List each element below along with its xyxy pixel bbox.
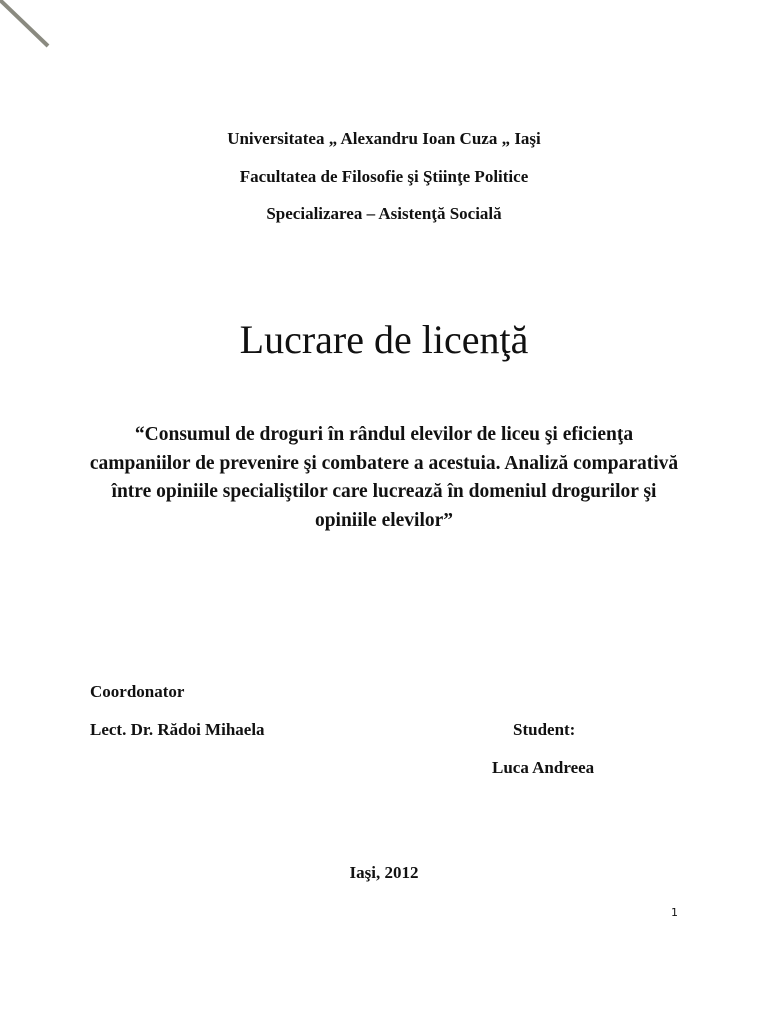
- student-label: Student:: [513, 720, 576, 739]
- page-number: 1: [671, 906, 678, 919]
- coordinator-name: Lect. Dr. Rădoi Mihaela: [90, 720, 265, 739]
- faculty-name: Facultatea de Filosofie şi Ştiinţe Politice: [239, 167, 529, 186]
- document-title: Lucrare de licenţă: [239, 317, 529, 362]
- corner-fold-mark: [0, 0, 60, 60]
- thesis-subtitle: “Consumul de droguri în rândul elevilor de liceu şi eficienţa campaniilor de prevenire şi combatere a acestuia. Analiză comparativă între opiniile specialiştilor care lucrează în domeniul drogurilor şi opiniile elevilor”: [89, 424, 679, 531]
- coordinator-label: Coordonator: [90, 682, 185, 701]
- specialization: Specializarea – Asistenţă Socială: [266, 204, 502, 223]
- student-name: Luca Andreea: [492, 758, 595, 777]
- city-year: Iaşi, 2012: [349, 863, 419, 882]
- university-name: Universitatea „ Alexandru Ioan Cuza „ Iaşi: [227, 129, 541, 148]
